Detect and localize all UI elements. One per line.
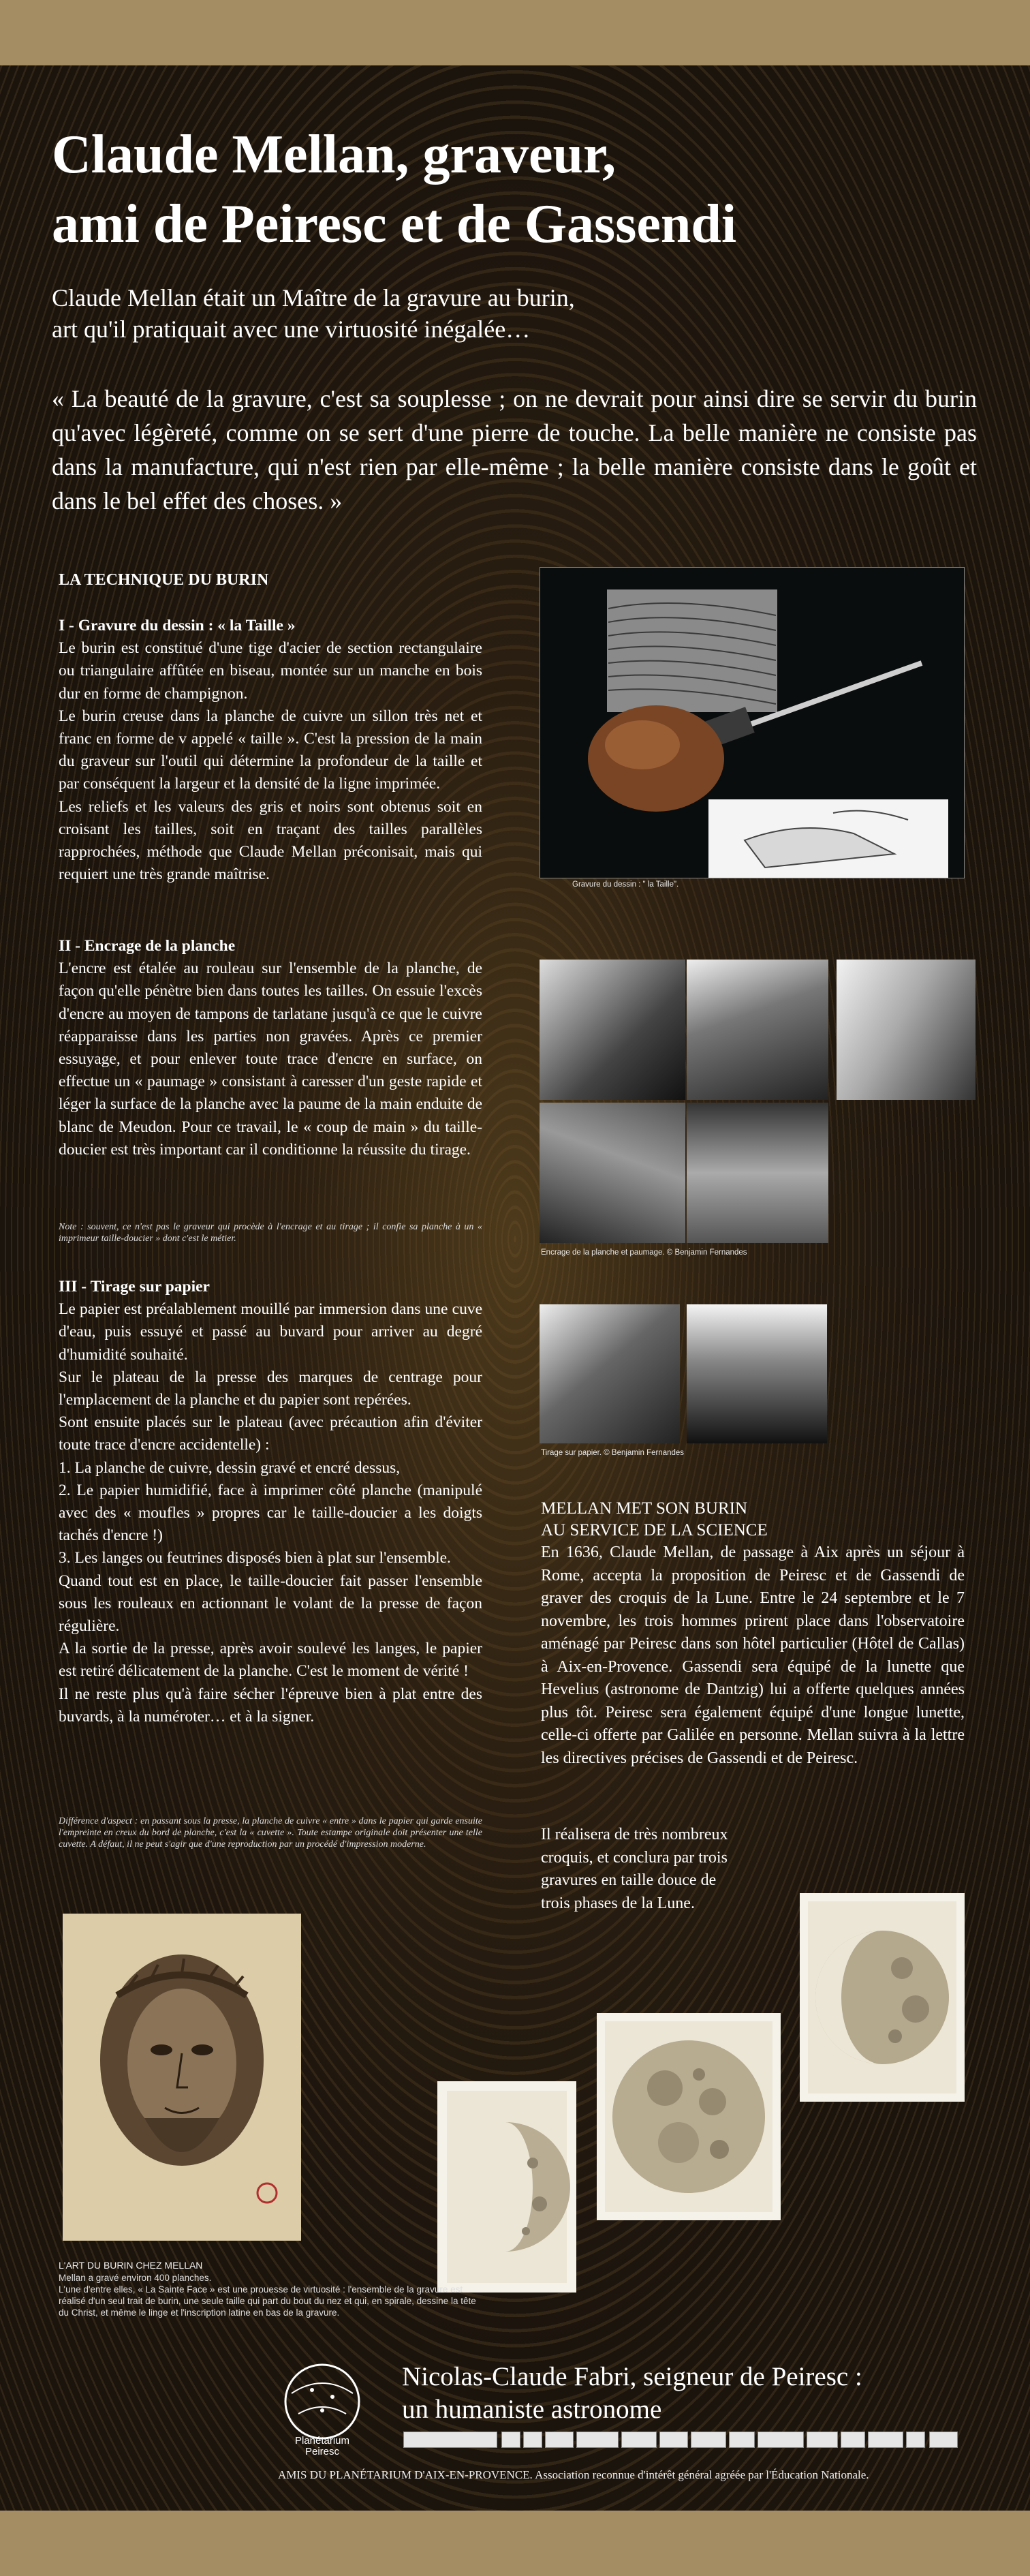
logo-text [271, 2436, 373, 2457]
sponsor-logo [659, 2432, 688, 2448]
sponsor-logo [929, 2432, 958, 2448]
intro-line-2: art qu'il pratiquait avec une virtuosité inégalée… [52, 316, 531, 343]
sponsor-logos [401, 2432, 959, 2452]
section-tirage [59, 1276, 482, 1728]
sponsor-logo [691, 2432, 726, 2448]
encrage-photo-3 [837, 960, 976, 1100]
science-heading-line-1: MELLAN MET SON BURIN [541, 1499, 748, 1518]
sponsor-logo [501, 2432, 520, 2448]
science-text: En 1636, Claude Mellan, de passage à Aix après un séjour à Rome, accepta la proposition de Peiresc et de Gassendi de graver des croquis de la Lune. Entre le 24 septembre et le 7 novembre, les trois hommes prirent place dans l'observatoire aménagé par Peiresc dans son hôtel particulier (Hôtel de Callas) à Aix-en-Provence. Gassendi sera équipé de la lunette que Hevelius (astronome de Dantzig) lui a offerte quelques années plus tôt. Peiresc sera également équipé d'une longue lunette, celle-ci offerte par Galilée en personne. Mellan suivra à la lettre les directives précises de Gassendi et de Peiresc. [541, 1544, 965, 1767]
encrage-photo-5 [687, 1103, 828, 1243]
footer-title-line-2: un humaniste astronome [402, 2395, 662, 2424]
moon-text [541, 1824, 728, 1915]
sponsor-logo [523, 2432, 542, 2448]
section-gravure-title: I - Gravure du dessin : « la Taille » [59, 617, 296, 634]
sponsor-logo [906, 2432, 925, 2448]
page-title [52, 120, 736, 259]
paragraph: Le burin creuse dans la planche de cuivre un sillon très net et franc en forme de v appelé « taille ». C'est la pression de la main du graveur sur l'outil qui détermine la profondeur de la taille et par conséquent la largeur et la densité de la ligne imprimée. [59, 707, 482, 793]
moon-line: croquis, et conclura par trois [541, 1848, 728, 1867]
sainte-face-illustration [63, 1914, 301, 2241]
sponsor-logo [403, 2432, 497, 2448]
art-line: Mellan a gravé environ 400 planches. [59, 2273, 212, 2283]
planetarium-logo [271, 2359, 373, 2462]
art-heading: L'ART DU BURIN CHEZ MELLAN [59, 2260, 203, 2271]
section-encrage [59, 935, 482, 1161]
sponsor-logo [841, 2432, 865, 2448]
moon-engraving-gibbous [800, 1893, 965, 2102]
moon-engraving-quarter [437, 2081, 576, 2293]
bottom-band [0, 2511, 1030, 2576]
art-text [59, 2272, 481, 2318]
sponsor-logo [545, 2432, 574, 2448]
encrage-photo-4 [540, 1103, 685, 1243]
moon-line: gravures en taille douce de [541, 1871, 717, 1889]
burin-caption: Gravure du dessin : " la Taille". [572, 880, 679, 889]
intro-text [52, 282, 575, 345]
title-line-1: Claude Mellan, graveur, [52, 125, 617, 185]
paragraph: Il ne reste plus qu'à faire sécher l'épreuve bien à plat entre des buvards, à la numéroter… et à la signer. [59, 1685, 482, 1726]
burin-tool-illustration [540, 568, 964, 878]
moon-engraving-full [597, 2013, 781, 2220]
list-item: 1. La planche de cuivre, dessin gravé et encré dessus, [59, 1458, 401, 1477]
paragraph: Le papier est préalablement mouillé par immersion dans une cuve d'eau, puis essuyé et passé au buvard pour arriver au degré d'humidité souhaité. [59, 1300, 482, 1364]
tirage-photo-2 [687, 1304, 827, 1443]
art-paragraph: L'une d'entre elles, « La Sainte Face » est une prouesse de virtuosité : l'ensemble de la gravure est réalisé d'un seul trait de burin, une seule taille qui part du bout du nez et qui, en spirale, dessine la tête du Christ, et même le linge et l'inscription latine en bas de la gravure. [59, 2284, 476, 2318]
footer-title-line-1: Nicolas-Claude Fabri, seigneur de Peiresc : [402, 2362, 862, 2391]
poster [0, 65, 1030, 2511]
moon-quarter-illustration [437, 2081, 576, 2293]
moon-gibbous-illustration [800, 1893, 965, 2102]
encrage-note: Note : souvent, ce n'est pas le graveur qui procède à l'encrage et au tirage ; il confie sa planche à un « imprimeur taille-doucier » dont c'est le métier. [59, 1222, 482, 1244]
encrage-caption: Encrage de la planche et paumage. © Benjamin Fernandes [541, 1248, 747, 1257]
paragraph: Le burin est constitué d'une tige d'acier de section rectangulaire ou triangulaire affûtée en biseau, montée sur un manche en bois dur en forme de champignon. [59, 639, 482, 703]
tirage-caption: Tirage sur papier. © Benjamin Fernandes [541, 1449, 685, 1457]
title-line-2: ami de Peiresc et de Gassendi [52, 194, 737, 254]
moon-line: Il réalisera de très nombreux [541, 1826, 728, 1843]
paragraph: L'encre est étalée au rouleau sur l'ensemble de la planche, de façon qu'elle pénètre bien dans toutes les tailles. On essuie l'excès d'encre au moyen de tampons de tarlatane jusqu'à ce que le cuivre réapparaisse dans les parties non gravées. Après ce premier essuyage, et pour enlever toute trace d'encre en surface, on effectue un « paumage » consistant à caresser d'un geste rapide et léger la surface de la planche avec la paume de la main enduite de blanc de Meudon. Pour ce travail, le « coup de main » du taille-doucier est très important car il conditionne la réussite du tirage. [59, 960, 482, 1159]
sponsor-logo [621, 2432, 657, 2448]
encrage-photo-1 [540, 960, 685, 1100]
burin-photo [540, 567, 965, 878]
science-heading [541, 1498, 768, 1542]
section-encrage-title: II - Encrage de la planche [59, 937, 236, 955]
sponsor-logo [807, 2432, 838, 2448]
paragraph: Quand tout est en place, le taille-doucier fait passer l'ensemble sous les rouleaux en actionnant le volant de la presse de façon régulière. [59, 1571, 482, 1636]
intro-line-1: Claude Mellan était un Maître de la gravure au burin, [52, 284, 575, 311]
sponsor-logo [758, 2432, 804, 2448]
tirage-note: Différence d'aspect : en passant sous la presse, la planche de cuivre « entre » dans le papier qui garde ensuite l'empreinte en creux du bord de planche, c'est la « cuvette ». Toute estampe originale doit présenter une telle cuvette. A défaut, il ne peut s'agir que d'une reproduction par un procédé d'impression moderne. [59, 1816, 482, 1850]
moon-full-illustration [597, 2013, 781, 2220]
paragraph: Sur le plateau de la presse des marques de centrage pour l'emplacement de la planche et du papier sont repérées. [59, 1368, 482, 1409]
technique-heading: LA TECHNIQUE DU BURIN [59, 571, 269, 589]
science-heading-line-2: AU SERVICE DE LA SCIENCE [541, 1521, 768, 1539]
list-item: 3. Les langes ou feutrines disposés bien à plat sur l'ensemble. [59, 1549, 451, 1567]
tirage-photo-1 [540, 1304, 680, 1443]
list-item: 2. Le papier humidifié, face à imprimer côté planche (manipulé avec des « moufles » propres car le taille-doucier a les doigts tachés d'encre !) [59, 1481, 482, 1545]
sponsor-logo [729, 2432, 755, 2448]
sponsor-logo [868, 2432, 903, 2448]
sponsor-logo [576, 2432, 619, 2448]
sainte-face-engraving [63, 1914, 301, 2241]
logo-line-2: Peiresc [305, 2446, 340, 2457]
paragraph: Les reliefs et les valeurs des gris et noirs sont obtenus soit en croisant les tailles, soit en traçant des tailles parallèles rapprochées, méthode que Claude Mellan préconisait, mais qui requiert une très grande maîtrise. [59, 797, 482, 884]
encrage-photo-2 [687, 960, 828, 1100]
logo-line-1: Planétarium [294, 2435, 350, 2447]
section-gravure [59, 615, 482, 886]
mellan-quote: « La beauté de la gravure, c'est sa souplesse ; on ne devrait pour ainsi dire se servir du burin qu'avec légèreté, comme on se sert d'une pierre de touche. La belle manière ne consiste pas dans la manufacture, qui n'est rien par elle-même ; la belle manière consiste dans le goût et dans le bel effet des choses. » [52, 385, 977, 515]
paragraph: Sont ensuite placés sur le plateau (avec précaution afin d'éviter toute trace d'encre accidentelle) : [59, 1413, 482, 1454]
section-tirage-title: III - Tirage sur papier [59, 1278, 210, 1295]
paragraph: A la sortie de la presse, après avoir soulevé les langes, le papier est retiré délicatement de la planche. C'est le moment de vérité ! [59, 1640, 482, 1681]
footer-title [402, 2361, 862, 2426]
footer-association: AMIS DU PLANÉTARIUM D'AIX-EN-PROVENCE. Association reconnue d'intérêt général agréée par l'Éducation Nationale. [278, 2468, 869, 2481]
moon-line: trois phases de la Lune. [541, 1894, 695, 1912]
